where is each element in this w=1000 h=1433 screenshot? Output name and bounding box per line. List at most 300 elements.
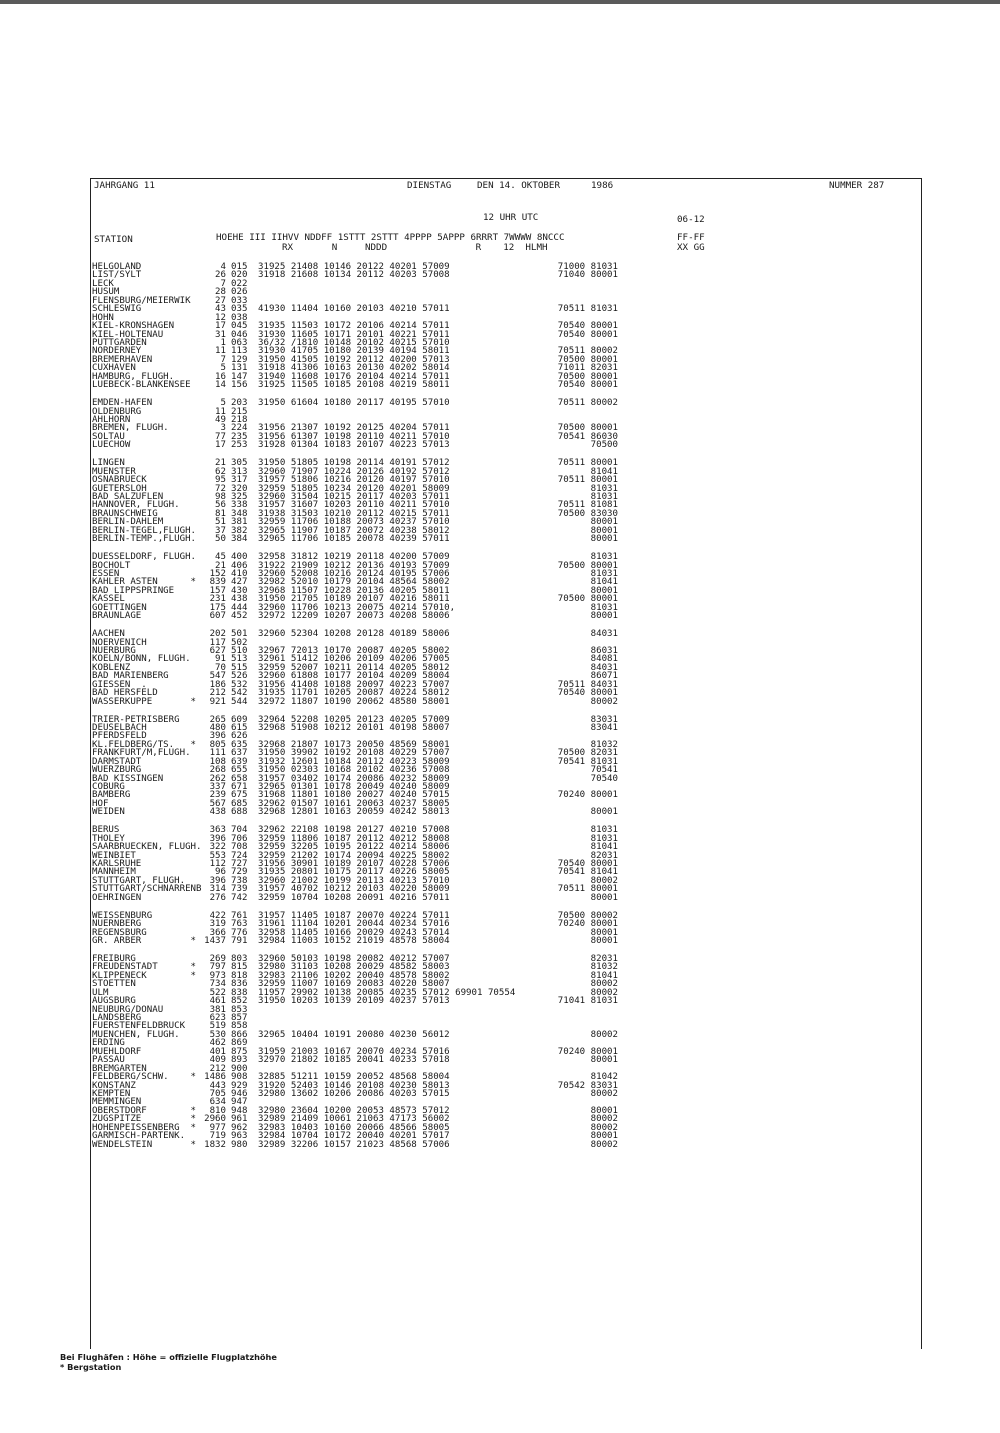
station-name: STUTTGART, FLUGH. [92,875,186,886]
station-name: WASSERKUPPE * [92,696,197,707]
station-index: 852 [231,996,248,1007]
station-altitude: 14 [215,380,226,391]
observation-groups: 32989 32206 10157 21023 48568 57006 [258,1139,450,1150]
station-index: 438 [231,594,248,605]
extra-groups: 70540 80001 [557,688,618,699]
observation-groups: 41930 11404 10160 20103 40210 57011 [258,304,450,315]
station-index: 515 [231,662,248,673]
extra-groups: 83031 [590,714,618,725]
station-name: MUEHLDORF [92,1046,142,1057]
observation-groups: 32959 32205 10195 20122 40214 58006 [258,842,450,853]
station-altitude: 409 [209,1055,226,1066]
extra-groups: 81041 [590,577,618,588]
station-altitude: 805 [209,739,226,750]
station-altitude: 77 [215,431,226,442]
observation-groups: 31968 11801 10180 20027 40240 57015 [258,790,450,801]
observation-groups: 31935 20801 10175 20117 40226 58005 [258,867,450,878]
station-row [92,894,792,902]
station-name: FLENSBURG/MEIERWIK [92,295,191,306]
station-altitude: 797 [209,962,226,973]
observation-groups: 32968 11507 10228 20136 40205 58011 [258,585,450,596]
station-name: BAD HERSFELD [92,688,158,699]
station-altitude: 81 [215,508,226,519]
station-index: 946 [231,1088,248,1099]
station-name: SCHLESWIG [92,304,142,315]
station-index: 742 [231,892,248,903]
station-altitude: 480 [209,722,226,733]
observation-groups: 31956 61307 10198 20110 40211 57010 [258,431,450,442]
station-name: MEMMINGEN [92,1097,142,1108]
station-index: 948 [231,1105,248,1116]
station-altitude: 623 [209,1013,226,1023]
station-altitude: 27 [215,295,226,306]
time-range: 06-12 [677,214,705,225]
extra-groups: 70511 84031 [557,679,618,690]
station-altitude: 37 [215,525,226,536]
extra-groups: 81031 [590,568,618,579]
station-index: 502 [231,637,248,648]
station-index: 406 [231,560,248,571]
station-index: 526 [231,671,248,682]
page-top-rule [0,0,1000,4]
station-name: CUXHAVEN [92,363,136,374]
station-index: 147 [231,371,248,382]
station-name: PASSAU [92,1055,125,1066]
station-altitude: 438 [209,807,226,818]
station-index: 544 [231,696,248,707]
extra-groups: 80002 [590,696,618,707]
observation-groups: 32982 52010 10179 20104 48564 58002 [258,577,450,588]
day-label: DIENSTAG [407,180,452,191]
station-altitude: 5 [220,363,226,374]
station-index: 704 [231,825,248,836]
station-name: KARLSRUHE [92,859,142,869]
station-altitude: 443 [209,1080,226,1091]
station-index: 045 [231,321,248,332]
extra-groups: 70500 80001 [557,594,618,605]
extra-groups: 84031 [590,629,618,640]
extra-groups: 80001 [590,534,618,545]
station-index: 444 [231,602,248,613]
station-index: 430 [231,585,248,596]
station-altitude: 314 [209,884,226,895]
station-index: 980 [231,1139,248,1150]
station-altitude: 111 [209,748,226,759]
station-altitude: 51 [215,517,226,528]
station-index: 838 [231,987,248,998]
station-altitude: 43 [215,304,226,315]
station-index: 635 [231,739,248,750]
station-name: AACHEN [92,629,125,640]
extra-groups: 80001 [590,611,618,622]
station-altitude: 396 [209,875,226,886]
observation-groups: 31932 12601 10184 20112 40223 58009 [258,756,450,767]
year-label: 1986 [591,180,614,191]
station-name: HELGOLAND [92,262,142,272]
station-altitude: 522 [209,987,226,998]
extra-groups: 83041 [590,722,618,733]
station-index: 038 [231,312,248,323]
station-altitude: 70 [215,662,226,673]
extra-groups: 81031 [590,825,618,836]
station-name: KASSEL [92,594,125,605]
station-altitude: 7 [220,278,226,289]
station-name: OEHRINGEN [92,892,142,903]
observation-groups: 31925 21408 10146 20122 40201 57009 [258,262,450,272]
date-label: DEN 14. OKTOBER [477,180,560,191]
station-index: 866 [231,1029,248,1040]
station-altitude: 519 [209,1021,226,1032]
observation-groups: 32959 11806 10187 20112 40212 58008 [258,833,450,844]
station-index: 313 [231,466,248,477]
extra-groups: 86071 [590,671,618,682]
extra-groups: 80001 [590,1131,618,1142]
ff-column-header: FF-FF [677,232,705,243]
extra-groups: 81042 [590,1072,618,1083]
station-name: ULM [92,987,109,998]
observation-groups: 32989 21409 10061 21063 47173 56002 [258,1114,450,1125]
extra-groups: 71040 80001 [557,270,618,281]
station-name: BAMBERG [92,790,131,801]
station-name: KONSTANZ [92,1080,136,1091]
station-index: 338 [231,500,248,511]
station-name: DUESSELDORF, FLUGH. [92,552,197,563]
extra-groups: 70511 80002 [557,398,618,409]
extra-groups: 70541 81031 [557,756,618,767]
observation-groups: 31930 41705 10180 20139 40194 58011 [258,346,450,357]
station-index: 615 [231,722,248,733]
station-column-header: STATION [94,234,133,245]
station-name: FRANKFURT/M,FLUGH. [92,748,191,759]
extra-groups: 80002 [590,1088,618,1099]
station-row [92,997,792,1005]
station-name: BAD KISSINGEN [92,773,164,784]
station-altitude: 11 [215,406,226,417]
observation-groups: 32964 52208 10205 20123 40205 57009 [258,714,450,725]
observation-groups: 31957 03402 10174 20086 40232 58009 [258,773,450,784]
observation-groups: 31935 11701 10205 20087 40224 58012 [258,688,450,699]
station-index: 215 [231,406,248,417]
station-altitude: 547 [209,671,226,682]
station-altitude: 921 [209,696,226,707]
station-name: HOHN [92,312,114,323]
station-row [92,399,792,407]
station-index: 875 [231,1046,248,1057]
station-row [92,808,792,816]
station-index: 410 [231,568,248,579]
station-altitude: 810 [209,1105,226,1116]
station-altitude: 186 [209,679,226,690]
observation-groups: 31959 21003 10167 20070 40234 57016 [258,1046,450,1057]
station-name: OBERSTDORF * [92,1105,197,1116]
station-altitude: 265 [209,714,226,725]
station-name: NOERVENICH [92,637,147,648]
station-index: 348 [231,508,248,519]
observation-groups: 32980 31103 10208 20029 48582 58003 [258,962,450,973]
extra-groups: 70500 82031 [557,748,618,759]
extra-groups: 80001 [590,807,618,818]
station-index: 020 [231,270,248,281]
station-name: BERUS [92,825,120,836]
station-altitude: 2960 [204,1114,226,1125]
station-row [92,441,792,449]
observation-groups: 32960 50103 10198 20082 40212 57007 [258,953,450,964]
observation-groups: 32972 12209 10207 20073 40208 58006 [258,611,450,622]
station-index: 035 [231,304,248,315]
station-name: BERLIN-DAHLEM [92,517,164,528]
station-index: 869 [231,1038,248,1049]
station-altitude: 363 [209,825,226,836]
station-index: 317 [231,475,248,486]
station-altitude: 95 [215,475,226,486]
observation-groups: 32958 31812 10219 20118 40200 57009 [258,552,450,563]
station-index: 639 [231,756,248,767]
station-name: STOETTEN [92,979,136,990]
extra-groups: 80002 [590,875,618,886]
station-altitude: 50 [215,534,226,545]
station-altitude: 5 [220,398,226,409]
observation-groups: 31950 39902 10192 20108 40229 57007 [258,748,450,759]
footnote-mountain-station: * Bergstation [60,1362,122,1372]
observation-groups: 31961 11104 10201 20044 40234 57016 [258,919,450,930]
extra-groups: 80001 [590,1105,618,1116]
observation-groups: 31935 11503 10172 20106 40214 57011 [258,321,450,332]
extra-groups: 80001 [590,1055,618,1066]
station-name: FREIBURG [92,953,136,964]
station-name: PFERDSFELD [92,731,147,742]
station-index: 235 [231,431,248,442]
station-altitude: 96 [215,867,226,878]
station-index: 962 [231,1122,248,1133]
observation-groups: 32962 01507 10161 20063 40237 58005 [258,798,450,809]
station-index: 427 [231,577,248,588]
extra-groups: 71000 81031 [557,262,618,272]
extra-groups: 70540 80001 [557,859,618,869]
station-index: 542 [231,688,248,699]
station-name: GUETERSLOH [92,483,147,494]
station-index: 688 [231,807,248,818]
station-index: 325 [231,491,248,502]
station-name: THOLEY [92,833,125,844]
observation-groups: 32960 71907 10224 20126 40192 57012 [258,466,450,477]
station-altitude: 212 [209,1063,226,1074]
observation-groups: 31957 31607 10203 20110 40211 57010 [258,500,450,511]
station-name: LANDSBERG [92,1013,142,1023]
station-row [92,724,792,732]
station-index: 015 [231,262,248,272]
station-altitude: 45 [215,552,226,563]
station-altitude: 21 [215,560,226,571]
station-name: HANNOVER, FLUGH. [92,500,180,511]
station-altitude: 1832 [204,1139,226,1150]
station-name: FREUDENSTADT * [92,962,197,973]
extra-groups: 81041 [590,466,618,477]
station-index: 305 [231,458,248,469]
station-name: BAD SALZUFLEN [92,491,164,502]
observation-groups: 32972 11807 10190 20062 48580 58001 [258,696,450,707]
station-index: 738 [231,875,248,886]
extra-groups: 70511 80001 [557,884,618,895]
station-name: HUSUM [92,287,120,298]
station-name: NUERBURG [92,645,136,656]
observation-groups: 32960 52008 10216 20124 40195 57006 [258,568,450,579]
station-index: 129 [231,354,248,365]
station-name: WUERZBURG [92,765,142,776]
observation-groups: 31930 11605 10171 20101 40221 57011 [258,329,450,340]
station-index: 033 [231,295,248,306]
station-name: DARMSTADT [92,756,142,767]
station-altitude: 366 [209,927,226,938]
station-row [92,535,792,543]
station-name: TRIER-PETRISBERG [92,714,180,725]
observation-groups: 31957 40702 10212 20103 40220 58009 [258,884,450,895]
station-row [92,1090,792,1098]
station-index: 818 [231,970,248,981]
station-index: 791 [231,936,248,946]
station-index: 685 [231,798,248,809]
station-altitude: 72 [215,483,226,494]
station-altitude: 152 [209,568,226,579]
extra-groups: 80002 [590,1122,618,1133]
extra-groups: 81032 [590,739,618,750]
station-name: PUTTGARDEN [92,337,147,348]
station-index: 708 [231,842,248,853]
station-name: KIEL-KRONSHAGEN [92,321,175,332]
station-row [92,1031,792,1039]
station-index: 063 [231,337,248,348]
station-index: 947 [231,1097,248,1108]
observation-groups: 32959 10704 10208 20091 40216 57011 [258,892,450,903]
station-name: KL.FELDBERG/TS. * [92,739,197,750]
station-row [92,1006,792,1014]
station-index: 382 [231,525,248,536]
observation-groups: 32983 10403 10160 20066 48566 58005 [258,1122,450,1133]
station-altitude: 1486 [204,1072,226,1083]
station-altitude: 21 [215,458,226,469]
station-name: MUENSTER [92,466,136,477]
station-index: 929 [231,1080,248,1091]
station-altitude: 381 [209,1004,226,1015]
station-altitude: 337 [209,782,226,792]
station-name: HAMBURG, FLUGH. [92,371,175,382]
observation-groups: 32968 51908 10212 20101 40198 58007 [258,722,450,733]
station-index: 893 [231,1055,248,1066]
extra-groups: 81031 [590,483,618,494]
station-index: 532 [231,679,248,690]
extra-groups: 80001 [590,525,618,536]
observation-groups: 32965 11907 10187 20072 40238 58012 [258,525,450,536]
station-altitude: 462 [209,1038,226,1049]
observation-groups: 32959 11007 10169 20083 40220 58007 [258,979,456,990]
observation-groups: 32984 10704 10172 20040 40201 57017 [258,1131,450,1142]
station-name: DEUSELBACH [92,722,147,733]
station-name: GARMISCH-PARTENK. [92,1131,186,1142]
station-index: 961 [231,1114,248,1125]
station-altitude: 322 [209,842,226,853]
station-name: KLIPPENECK * [92,970,197,981]
station-name: HOHENPEISSENBERG * [92,1122,197,1133]
station-name: NUERNBERG [92,919,142,930]
extra-groups: 70511 81031 [557,304,618,315]
observation-groups: 32960 31504 10215 20117 40203 57011 [258,491,450,502]
station-altitude: 1 [220,337,226,348]
station-index: 739 [231,884,248,895]
extra-groups: 82031 [590,953,618,964]
station-name: LUECHOW [92,440,131,451]
station-index: 113 [231,346,248,357]
observation-groups: 31920 52403 10146 20108 40230 58013 [258,1080,450,1091]
extra-groups: 70541 81041 [557,867,618,878]
station-row [92,381,792,389]
station-row [92,271,792,279]
station-altitude: 977 [209,1122,226,1133]
station-index: 857 [231,1013,248,1023]
extra-groups: 81031 [590,491,618,502]
station-altitude: 401 [209,1046,226,1057]
extra-groups: 70500 [590,440,618,451]
station-altitude: 567 [209,798,226,809]
observation-groups: 32983 21106 10202 20040 48578 58002 [258,970,450,981]
station-name: BOCHOLT [92,560,131,571]
station-altitude: 422 [209,910,226,921]
station-altitude: 262 [209,773,226,784]
station-name: AUGSBURG [92,996,136,1007]
station-altitude: 973 [209,970,226,981]
observation-groups: 31928 01304 10183 20107 40223 57013 [258,440,450,451]
station-index: 637 [231,748,248,759]
station-name: SOLTAU [92,431,125,442]
station-name: NORDERNEY [92,346,142,357]
station-index: 510 [231,645,248,656]
station-altitude: 112 [209,859,226,869]
station-index: 452 [231,611,248,622]
extra-groups: 70500 80002 [557,910,618,921]
station-name: KOBLENZ [92,662,131,673]
extra-groups: 80002 [590,1114,618,1125]
extra-groups: 84031 [590,662,618,673]
extra-groups: 84081 [590,654,618,665]
station-name: LUEBECK-BLANKENSEE [92,380,191,391]
station-index: 513 [231,654,248,665]
station-index: 203 [231,398,248,409]
extra-groups: 80001 [590,585,618,596]
observation-groups: 32959 21202 10174 20094 40225 58002 [258,850,450,861]
station-altitude: 157 [209,585,226,596]
observation-groups: 32960 21002 10199 20113 40213 57010 [258,875,450,886]
station-altitude: 12 [215,312,226,323]
station-index: 400 [231,552,248,563]
station-altitude: 108 [209,756,226,767]
station-index: 836 [231,979,248,990]
station-altitude: 31 [215,329,226,340]
station-index: 022 [231,278,248,289]
station-name: MUENCHEN, FLUGH. [92,1029,180,1040]
station-index: 626 [231,731,248,742]
station-name: OLDENBURG [92,406,142,417]
station-index: 675 [231,790,248,801]
extra-groups: 70500 83030 [557,508,618,519]
extra-groups: 81041 [590,970,618,981]
station-row [92,408,792,416]
station-name: STUTTGART/SCHNARRENB [92,884,202,895]
station-name: BREMGARTEN [92,1063,147,1074]
observation-groups: 32965 10404 10191 20080 40230 56012 [258,1029,450,1040]
station-name: ERDING [92,1038,125,1049]
observation-groups: 31950 02303 10168 20102 40236 57008 [258,765,450,776]
extra-groups: 70500 80001 [557,560,618,571]
station-row [92,612,792,620]
station-index: 026 [231,287,248,298]
